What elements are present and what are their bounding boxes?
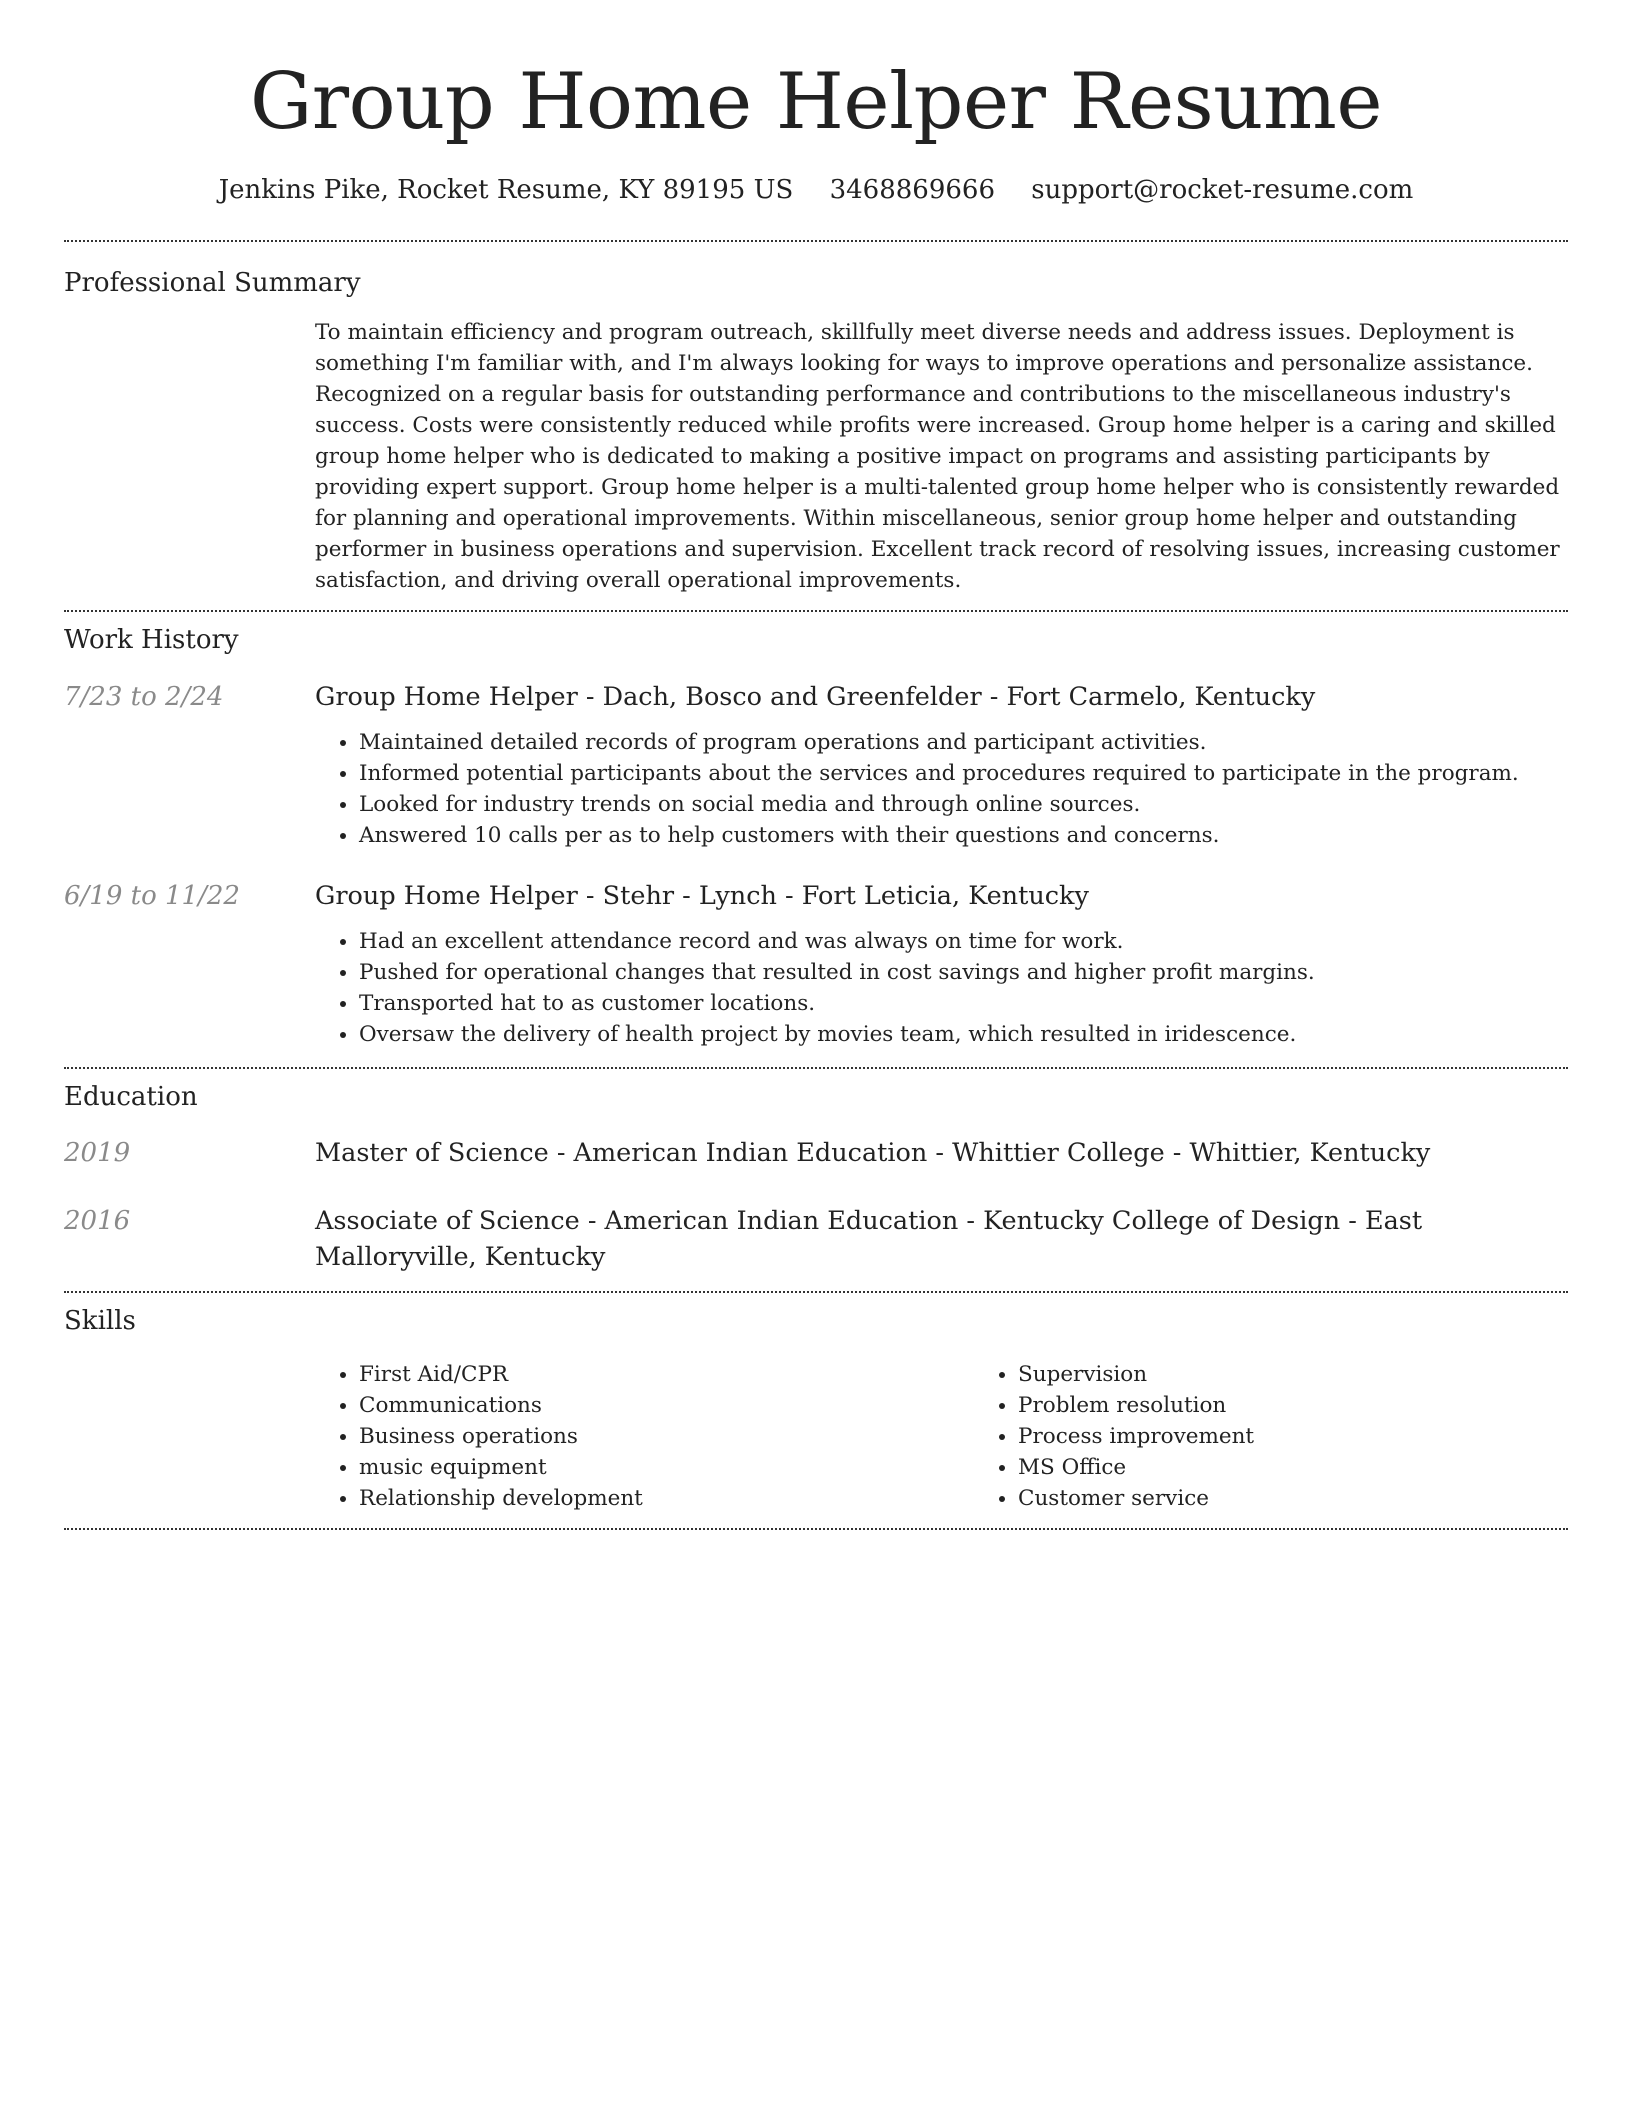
list-item: • Relationship development — [359, 1483, 974, 1514]
job-bullets — [315, 727, 1568, 851]
skills-section — [64, 1293, 1568, 1514]
contact-phone: 3468869666 — [829, 175, 995, 205]
summary-spacer — [64, 317, 315, 596]
list-item: • Communications — [359, 1390, 974, 1421]
list-item: • Transported hat to as customer locations. — [359, 988, 1568, 1019]
section-title-work: Work History — [64, 625, 239, 655]
list-item: • Maintained detailed records of program operations and participant activities. — [359, 727, 1568, 758]
education-entry — [64, 1203, 1568, 1275]
list-item: • Looked for industry trends on social media and through online sources. — [359, 789, 1568, 820]
list-item: • Pushed for operational changes that resulted in cost savings and higher profit margins. — [359, 957, 1568, 988]
job-heading: Group Home Helper - Stehr - Lynch - Fort Leticia, Kentucky — [315, 881, 1089, 911]
list-item: • Problem resolution — [1018, 1390, 1632, 1421]
job-dates: 6/19 to 11/22 — [64, 881, 240, 911]
list-item: • Business operations — [359, 1421, 974, 1452]
job-dates: 7/23 to 2/24 — [64, 682, 224, 712]
resume-page — [64, 0, 1568, 1530]
list-item: • Supervision — [1018, 1359, 1632, 1390]
section-title-education: Education — [64, 1082, 198, 1112]
list-item: • Customer service — [1018, 1483, 1632, 1514]
list-item: • First Aid/CPR — [359, 1359, 974, 1390]
list-item: • MS Office — [1018, 1452, 1632, 1483]
list-item: • Informed potential participants about the services and procedures required to participate in the program. — [359, 758, 1568, 789]
job-entry — [64, 878, 1568, 1050]
list-item: • Had an excellent attendance record and was always on time for work. — [359, 926, 1568, 957]
education-year: 2016 — [64, 1206, 131, 1236]
education-heading: Associate of Science - American Indian Education - Kentucky College of Design - East Malloryville, Kentucky — [315, 1206, 1423, 1272]
contact-email: support@rocket-resume.com — [1031, 175, 1414, 205]
summary-text: To maintain efficiency and program outreach, skillfully meet diverse needs and address issues. Deployment is something I'm familiar with, and I'm always looking for ways to improve operations and personalize assistance. Recognized on a regular basis for outstanding performance and contributions to the miscellaneous industry's success. Costs were consistently reduced while profits were increased. Group home helper is a caring and skilled group home helper who is dedicated to making a positive impact on programs and assisting participants by providing expert support. Group home helper is a multi-talented group home helper who is consistently rewarded for planning and operational improvements. Within miscellaneous, senior group home helper and outstanding performer in business operations and supervision. Excellent track record of resolving issues, increasing customer satisfaction, and driving overall operational improvements. — [315, 320, 1560, 593]
education-entry — [64, 1135, 1568, 1171]
resume-title: Group Home Helper Resume — [250, 57, 1382, 147]
education-section — [64, 1069, 1568, 1275]
section-title-summary: Professional Summary — [64, 268, 361, 298]
divider — [64, 1528, 1568, 1530]
education-heading: Master of Science - American Indian Education - Whittier College - Whittier, Kentucky — [315, 1138, 1431, 1168]
skills-list-left — [315, 1359, 974, 1514]
education-year: 2019 — [64, 1138, 131, 1168]
skills-list-right — [974, 1359, 1632, 1514]
list-item: • Oversaw the delivery of health project by movies team, which resulted in iridescence. — [359, 1019, 1568, 1050]
list-item: • music equipment — [359, 1452, 974, 1483]
contact-address: Jenkins Pike, Rocket Resume, KY 89195 US — [218, 175, 794, 205]
summary-section — [64, 242, 1568, 596]
section-title-skills: Skills — [64, 1306, 136, 1336]
contact-line — [64, 172, 1568, 208]
list-item: • Process improvement — [1018, 1421, 1632, 1452]
job-bullets — [315, 926, 1568, 1050]
skills-spacer — [64, 1359, 315, 1514]
job-entry — [64, 679, 1568, 851]
job-heading: Group Home Helper - Dach, Bosco and Greenfelder - Fort Carmelo, Kentucky — [315, 682, 1316, 712]
list-item: • Answered 10 calls per as to help customers with their questions and concerns. — [359, 820, 1568, 851]
work-history-section — [64, 612, 1568, 1050]
